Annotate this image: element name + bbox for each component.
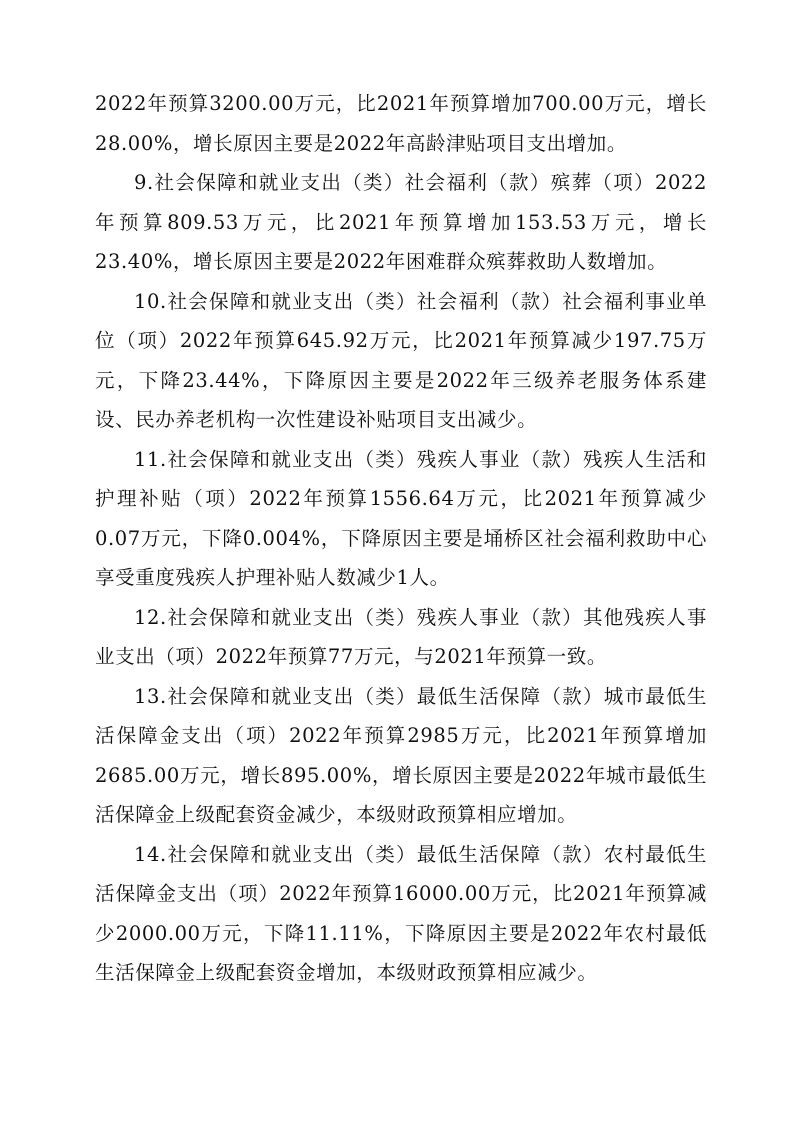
paragraph-continuation: 2022年预算3200.00万元，比2021年预算增加700.00万元，增长28.00%，增长原因主要是2022年高龄津贴项目支出增加。	[95, 92, 707, 155]
paragraph-item-10: 10.社会保障和就业支出（类）社会福利（款）社会福利事业单位（项）2022年预算645.92万元，比2021年预算减少197.75万元，下降23.44%，下降原因主要是2022年三级养老服务体系建设、民办养老机构一次性建设补贴项目支出减少。	[95, 289, 707, 431]
document-page	[95, 84, 707, 993]
paragraph-item-14: 14.社会保障和就业支出（类）最低生活保障（款）农村最低生活保障金支出（项）2022年预算16000.00万元，比2021年预算减少2000.00万元，下降11.11%，下降原因主要是2022年农村最低生活保障金上级配套资金增加，本级财政预算相应减少。	[95, 842, 707, 984]
paragraph-item-9: 9.社会保障和就业支出（类）社会福利（款）殡葬（项）2022年预算809.53万元，比2021年预算增加153.53万元，增长23.40%，增长原因主要是2022年困难群众殡葬救助人数增加。	[95, 171, 707, 273]
paragraph-item-12: 12.社会保障和就业支出（类）残疾人事业（款）其他残疾人事业支出（项）2022年预算77万元，与2021年预算一致。	[95, 605, 707, 668]
paragraph-item-11: 11.社会保障和就业支出（类）残疾人事业（款）残疾人生活和护理补贴（项）2022年预算1556.64万元，比2021年预算减少0.07万元，下降0.004%，下降原因主要是埇桥区社会福利救助中心享受重度残疾人护理补贴人数减少1人。	[95, 447, 707, 589]
paragraph-item-13: 13.社会保障和就业支出（类）最低生活保障（款）城市最低生活保障金支出（项）2022年预算2985万元，比2021年预算增加2685.00万元，增长895.00%，增长原因主要是2022年城市最低生活保障金上级配套资金减少，本级财政预算相应增加。	[95, 684, 707, 826]
